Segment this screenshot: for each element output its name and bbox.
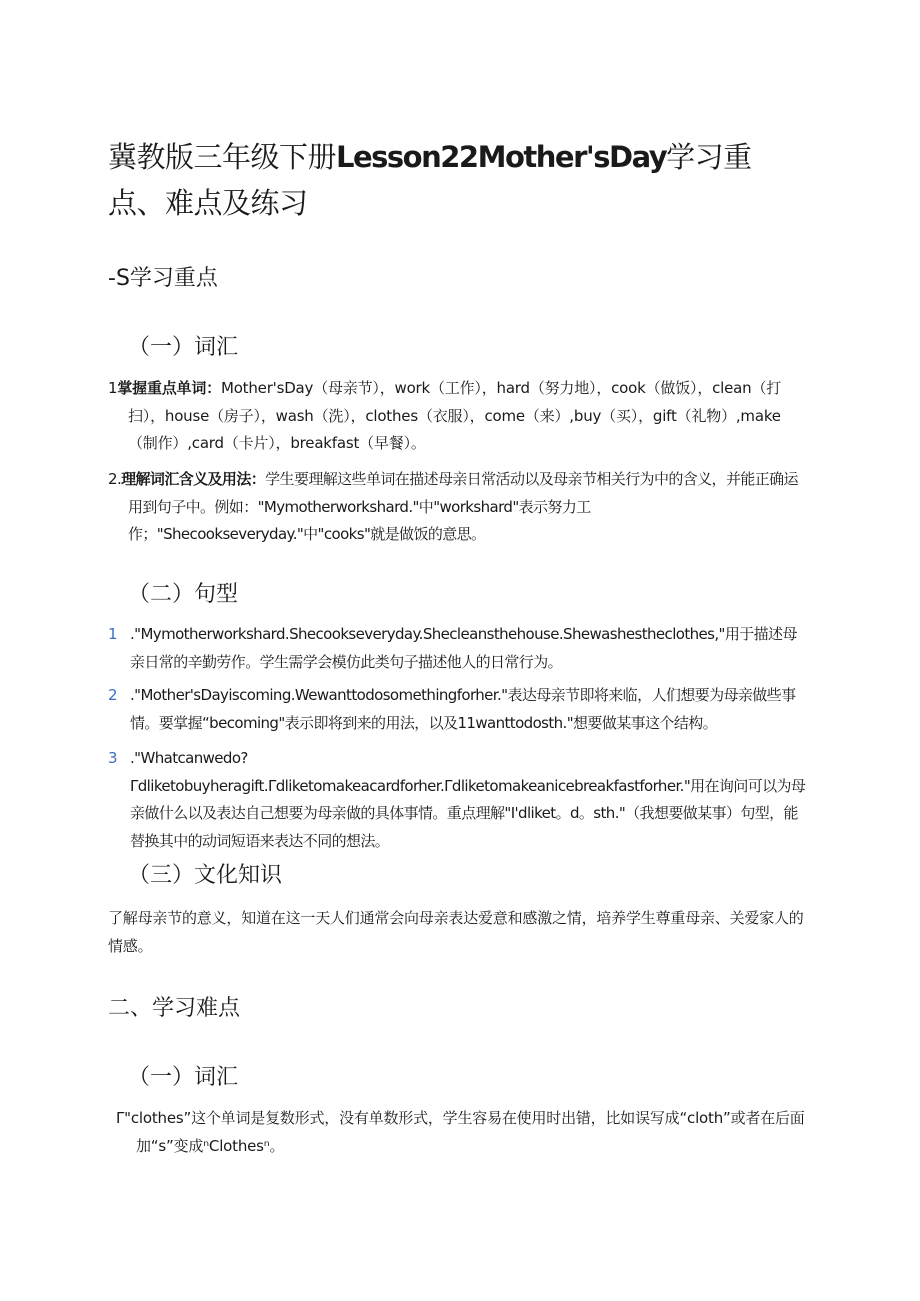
section-heading-difficulties: 二、学习难点 <box>108 996 241 1021</box>
title-prefix: 冀教版三年级下册 <box>108 140 337 174</box>
list-number: 2. <box>108 470 122 488</box>
sentence-item-3 <box>108 745 808 855</box>
sentence-item-2 <box>108 682 808 737</box>
title-suffix: 学习重点、难点及练习 <box>108 140 752 220</box>
list-number: Γ <box>116 1109 125 1127</box>
section-heading-key-points: -S学习重点 <box>108 266 218 291</box>
subheading-sentence-patterns: （二）句型 <box>128 582 239 607</box>
difficulty-item-1 <box>116 1105 816 1160</box>
subheading-vocabulary: （一）词汇 <box>128 335 239 360</box>
list-number: 2 <box>108 686 117 704</box>
sentence-text: ."Mother'sDayiscoming.Wewanttodosomethingforher."表达母亲节即将来临，人们想要为母亲做些事情。要掌握“becoming"表示即将到来的用法，以及11wanttodosth."想要做某事这个结构。 <box>130 686 796 732</box>
culture-paragraph: 了解母亲节的意义，知道在这一天人们通常会向母亲表达爱意和感激之情，培养学生尊重母亲、关爱家人的情感。 <box>108 909 804 955</box>
title-lesson: Lesson22Mother'sDay <box>336 140 667 174</box>
list-number: 3 <box>108 749 117 767</box>
sentence-text: ."Mymotherworkshard.Shecookseveryday.Shecleansthehouse.Shewashestheclothes,"用于描述母亲日常的辛勤劳作。学生需学会模仿此类句子描述他人的日常行为。 <box>130 625 797 671</box>
vocab-item-label: 掌握重点单词： <box>117 379 221 397</box>
subheading-vocabulary-difficulties: （一）词汇 <box>128 1065 239 1090</box>
sentence-text: ."Whatcanwedo?Γdliketobuyheragift.Γdliketomakeacardforher.Γdliketomakeanicebreakfastforher."用在询问可以为母亲做什么以及表达自己想要为母亲做的具体事情。重点理解"I'dliket。d。sth."（我想要做某事）句型，能替换其中的动词短语来表达不同的想法。 <box>130 749 806 850</box>
sentence-item-1 <box>108 621 808 676</box>
vocab-item-1 <box>108 375 808 458</box>
vocab-item-text: 学生要理解这些单词在描述母亲日常活动以及母亲节相关行为中的含义，并能正确运用到句子中。例如："Mymotherworkshard."中"workshard"表示努力工作；"Shecookseveryday."中"cooks"就是做饭的意思。 <box>128 470 798 543</box>
vocab-item-text: Mother'sDay（母亲节），work（工作），hard（努力地），cook（做饭），clean（打扫），house（房子），wash（洗），clothes（衣服），come（来）,buy（买），gift（礼物）,make（制作）,card（卡片），breakfast（早餐）。 <box>128 379 782 452</box>
subheading-cultural-knowledge: （三）文化知识 <box>128 863 283 888</box>
vocab-item-2 <box>108 466 808 549</box>
list-number: 1 <box>108 379 118 397</box>
document-title <box>108 134 808 226</box>
list-number: 1 <box>108 625 117 643</box>
difficulty-text: "clothes”这个单词是复数形式，没有单数形式，学生容易在使用时出错，比如误写成“cloth”或者在后面加“s”变成ⁿClothesⁿ。 <box>124 1109 805 1155</box>
vocab-item-label: 理解词汇含义及用法： <box>121 470 266 488</box>
